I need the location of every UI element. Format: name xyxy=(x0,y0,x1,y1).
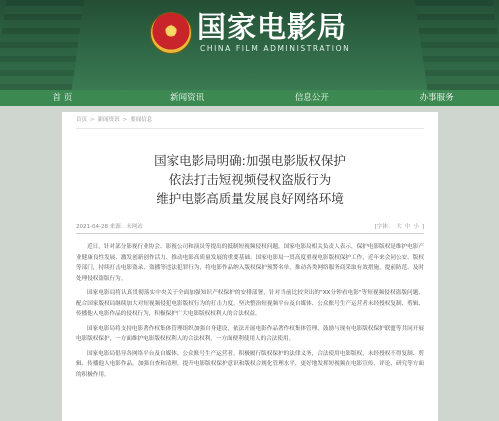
article-meta xyxy=(76,222,424,234)
site-header xyxy=(0,0,499,90)
article-title xyxy=(76,151,424,208)
breadcrumb-headlines[interactable]: 要闻信息 xyxy=(130,117,153,123)
nav-item-news[interactable]: 新闻资讯 xyxy=(170,93,205,103)
nav-item-services[interactable]: 办事服务 xyxy=(419,93,454,103)
breadcrumb xyxy=(76,112,424,129)
breadcrumb-separator: > xyxy=(122,117,128,123)
article-source: 来源：未网站 xyxy=(109,224,143,230)
font-size-small-button[interactable]: 小 xyxy=(413,224,419,230)
font-size-large-button[interactable]: 大 xyxy=(396,224,402,230)
article-paragraph: 近日，针对部分影视行业协会、影视公司和演员等提出的抵制短视频侵权问题，国家电影局相关负责人表示，保护电影版权是维护电影产业健康良性发展、激发创新创作活力、推动电影高质量发展的重要基础。国家电影局一贯高度重视电影版权保护工作，近年来会同公安、版权等部门，持续打击电影盗录、盗播等违法犯罪行为，将电影作品纳入版权保护预警名单，推动各类网络服务商采取有效措施，提前防范、及时处理侵权盗版行为。 xyxy=(76,244,424,282)
national-emblem-icon[interactable] xyxy=(150,12,192,54)
breadcrumb-news[interactable]: 新闻资讯 xyxy=(97,117,120,123)
article-paragraph: 国家电影局将认真贯彻落实中央关于全面加强知识产权保护的安排部署，针对当前比较突出的"XX分钟看电影"等短视频侵权盗版问题，配合国家版权局继续加大对短视频侵犯电影版权行为的打击力度，坚决整治短视频平台及自媒体、公众账号生产运营者未经授权复制、剪辑、传播他人电影作品的侵权行为，积极保护广大电影版权权利人的合法权益。 xyxy=(76,290,424,317)
article-date: 2021-04-28 xyxy=(76,224,108,230)
film-strip-decoration-right xyxy=(415,0,499,90)
article-date-source xyxy=(76,222,143,233)
emblem-star-icon: ★ xyxy=(164,21,179,40)
font-size-close: ] xyxy=(421,224,424,230)
film-strip-decoration-left xyxy=(0,0,84,90)
article-paragraph: 国家电影局倡导各网络平台及自媒体、公众账号生产运营者，积极履行版权保护的法律义务，合法使用电影版权，未经授权不得复制、剪辑、传播他人电影作品，加强自查和清理，提升电影版权保护意识和版权合规化管理水平，更好地发挥短视频在电影宣传、评论、研究等方面的积极作用。 xyxy=(76,350,424,378)
font-size-switcher xyxy=(372,222,424,233)
font-size-medium-button[interactable]: 中 xyxy=(404,224,411,230)
nav-item-home[interactable]: 首 页 xyxy=(52,93,73,103)
article-title-line: 依法打击短视频侵权盗版行为 xyxy=(168,172,332,187)
breadcrumb-separator: > xyxy=(90,117,95,123)
article-title-line: 维护电影高质量发展良好网络环境 xyxy=(156,191,344,206)
article-card xyxy=(62,112,438,421)
font-size-label: [字体： xyxy=(374,224,394,230)
site-subtitle-en: CHINA FILM ADMINISTRATION xyxy=(200,44,351,53)
nav-item-info-disclosure[interactable]: 信息公开 xyxy=(294,93,329,103)
article-paragraph: 国家电影局将支持电影著作权集体管理组织加强自身建设，依法开展电影作品著作权集体管理，鼓励与现有电影版权保护联盟等共同开展电影版权保护，一方面维护电影版权权利人的合法权利，一方面便利使用人的合法使用。 xyxy=(76,325,424,342)
breadcrumb-home[interactable]: 首页 xyxy=(76,117,88,123)
article-title-line: 国家电影局明确:加强电影版权保护 xyxy=(154,153,346,168)
main-nav xyxy=(0,90,499,106)
site-title[interactable]: 国家电影局 xyxy=(197,10,348,44)
article-body xyxy=(76,242,424,380)
